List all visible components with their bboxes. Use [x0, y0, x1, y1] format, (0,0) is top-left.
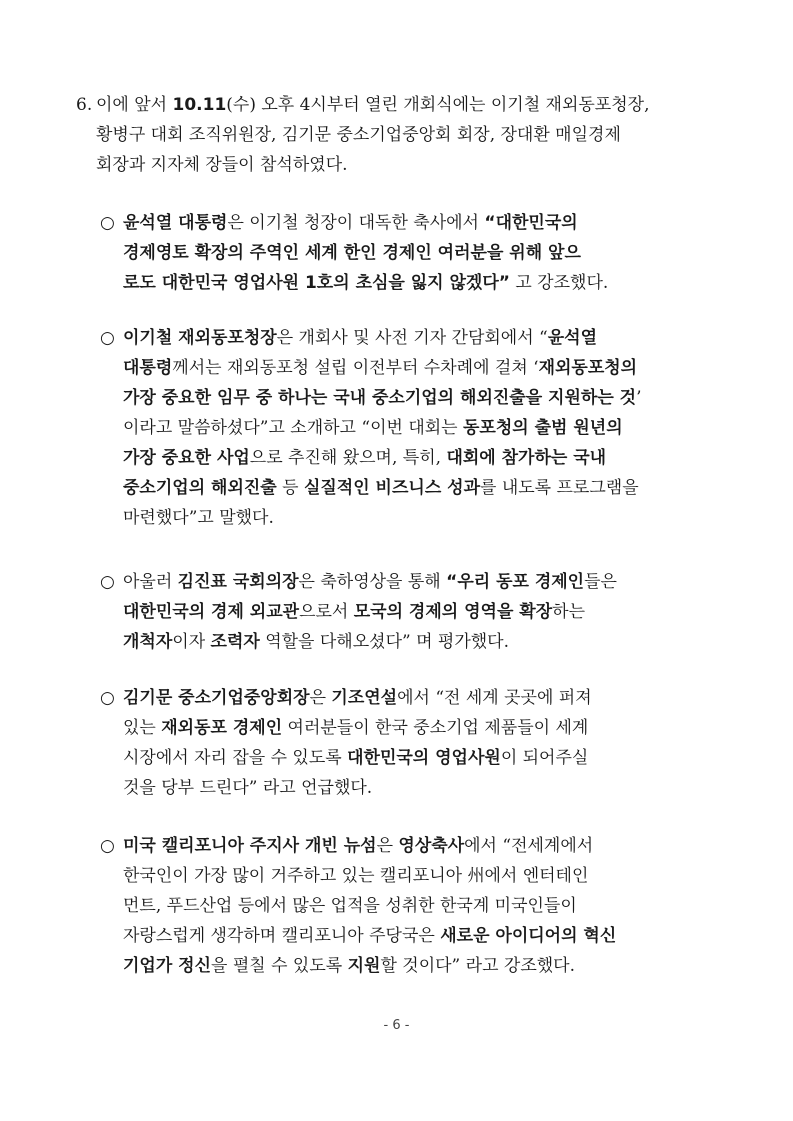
text-run: 먼트, 푸드산업 등에서 많은 업적을 성취한 한국계 미국인들이 [123, 896, 577, 916]
bold-text: 미국 캘리포니아 주지사 개빈 뉴섬 [123, 836, 377, 856]
bold-text: 윤석열 [547, 328, 598, 348]
bold-text: 로도 대한민국 영업사원 1호의 초심을 잃지 않겠다” [123, 273, 510, 293]
bold-text: 가장 중요한 임무 중 하나는 국내 중소기업의 해외진출을 지원하는 것 [123, 388, 637, 408]
text-run: 등 [276, 478, 304, 498]
bold-text: “우리 동포 경제인 [446, 572, 585, 592]
bold-text: 기조연설 [331, 688, 398, 708]
text-line [123, 598, 717, 626]
text-line [96, 151, 718, 179]
text-run: 하는 [552, 602, 585, 622]
bullet-marker: ○ [100, 328, 115, 348]
text-line [96, 121, 718, 149]
text-line [123, 568, 717, 596]
bold-text: 김진표 국회의장 [177, 572, 299, 592]
bold-text: 대한민국의 영업사원 [347, 748, 501, 768]
text-run: 은 이기철 청장이 대독한 축사에서 [227, 213, 485, 233]
text-run: 에서 “전 세계 곳곳에 퍼져 [397, 688, 592, 708]
text-line [123, 209, 717, 237]
bold-text: 영상축사 [398, 836, 465, 856]
bold-text: 새로운 아이디어의 혁신 [440, 926, 617, 946]
bold-text: 재외동포 경제인 [161, 718, 283, 738]
text-run: 여러분들이 한국 중소기업 제품들이 세계 [282, 718, 589, 738]
text-line [123, 628, 717, 656]
text-run: 은 [309, 688, 332, 708]
text-run: 역할을 다해오셨다” 며 평가했다. [259, 632, 510, 652]
text-run: 있는 [123, 718, 162, 738]
bold-text: 대한민국의 경제 외교관 [123, 602, 300, 622]
text-line [123, 774, 717, 802]
text-run: ’ [636, 388, 642, 408]
text-line [123, 862, 717, 890]
bold-text: 동포청의 출범 원년의 [463, 418, 623, 438]
text-line [123, 952, 717, 980]
bold-text: 윤석열 대통령 [123, 213, 228, 233]
bold-text: 이기철 재외동포청장 [123, 328, 277, 348]
bullet-marker: ○ [100, 572, 115, 592]
text-run: 은 개회사 및 사전 기자 간담회에서 “ [276, 328, 548, 348]
text-run: 황병구 대회 조직위원장, 김기문 중소기업중앙회 회장, 장대환 매일경제 [96, 125, 621, 145]
text-run: (수) 오후 4시부터 열린 개회식에는 이기철 재외동포청장, [226, 95, 650, 115]
bold-text: 기업가 정신 [123, 956, 212, 976]
text-run: 마련했다”고 말했다. [123, 508, 274, 528]
text-run: 은 [376, 836, 399, 856]
bold-text: 개척자 [123, 632, 173, 652]
text-run: 한국인이 가장 많이 거주하고 있는 캘리포니아 州에서 엔터테인 [123, 866, 589, 886]
bold-text: 중소기업의 해외진출 [123, 478, 277, 498]
text-line [123, 239, 717, 267]
text-run: 께서는 재외동포청 설립 이전부터 수차례에 걸쳐 ‘ [172, 358, 539, 378]
text-run: 시장에서 자리 잡을 수 있도록 [123, 748, 348, 768]
text-run: 은 축하영상을 통해 [298, 572, 447, 592]
text-run: 할 것이다” 라고 강조했다. [380, 956, 575, 976]
text-run: 고 강조했다. [509, 273, 609, 293]
bold-text: 10.11 [172, 95, 227, 115]
text-run: 이 되어주실 [500, 748, 589, 768]
text-line [123, 892, 717, 920]
text-run: 이라고 말씀하셨다”고 소개하고 “이번 대회는 [123, 418, 463, 438]
text-line [123, 444, 717, 472]
text-run: 이자 [172, 632, 211, 652]
text-line [123, 744, 717, 772]
bold-text: 지원 [347, 956, 381, 976]
bold-text: “대한민국의 [484, 213, 578, 233]
bold-text: 대회에 참가하는 국내 [446, 448, 607, 468]
text-line [123, 922, 717, 950]
text-line [123, 324, 717, 352]
text-line [123, 269, 717, 297]
text-run: 으로서 [299, 602, 354, 622]
text-run: 이에 앞서 [96, 95, 173, 115]
bold-text: 조력자 [210, 632, 260, 652]
bullet-marker: ○ [100, 836, 115, 856]
text-line [123, 504, 717, 532]
bullet-marker: ○ [100, 213, 115, 233]
text-run: 아울러 [123, 572, 178, 592]
bold-text: 대통령 [123, 358, 173, 378]
text-line [96, 91, 718, 119]
text-line [123, 354, 717, 382]
bold-text: 가장 중요한 사업 [123, 448, 250, 468]
bullet-marker: ○ [100, 688, 115, 708]
text-run: 을 펼칠 수 있도록 [211, 956, 348, 976]
bold-text: 실질적인 비즈니스 성과 [303, 478, 481, 498]
text-run: 것을 당부 드린다” 라고 언급했다. [123, 778, 373, 798]
text-line [123, 684, 717, 712]
text-line [123, 474, 717, 502]
paragraph-number: 6. [76, 95, 93, 115]
bold-text: 경제영토 확장의 주역인 세계 한인 경제인 여러분을 위해 앞으 [123, 243, 581, 263]
text-run: 으로 추진해 왔으며, 특히, [249, 448, 447, 468]
text-run: 자랑스럽게 생각하며 캘리포니아 주당국은 [123, 926, 441, 946]
text-run: 를 내도록 프로그램을 [480, 478, 639, 498]
text-line [123, 714, 717, 742]
bold-text: 김기문 중소기업중앙회장 [123, 688, 310, 708]
text-line [123, 384, 717, 412]
text-run: 들은 [584, 572, 617, 592]
bold-text: 모국의 경제의 영역을 확장 [353, 602, 553, 622]
text-line [123, 414, 717, 442]
text-run: 에서 “전세계에서 [464, 836, 594, 856]
page-number: - 6 - [383, 1018, 410, 1033]
bold-text: 재외동포청의 [538, 358, 638, 378]
text-line [123, 832, 717, 860]
text-run: 회장과 지자체 장들이 참석하였다. [96, 155, 348, 175]
